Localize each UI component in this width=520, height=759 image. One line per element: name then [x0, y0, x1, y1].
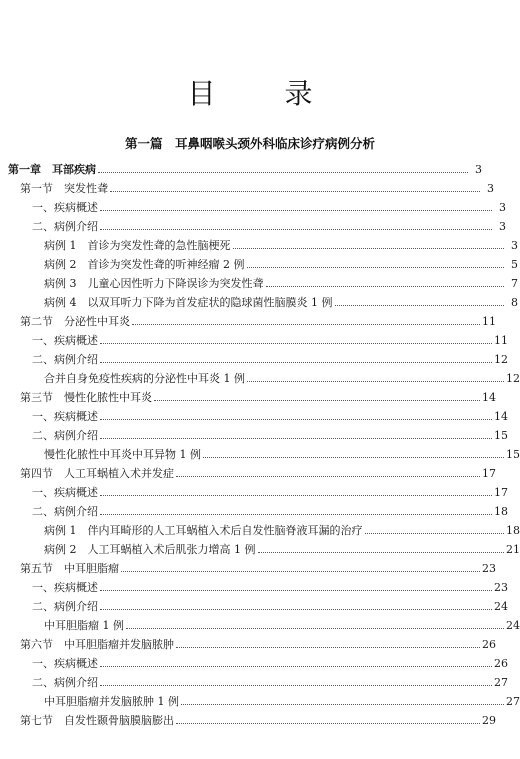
- toc-entry-case: [0, 689, 518, 708]
- toc-entry-title: 第六节 中耳胆脂瘤并发脑脓肿: [20, 638, 174, 651]
- toc-leader-dots: [110, 191, 480, 192]
- toc-entry-case: [0, 613, 518, 632]
- toc-entry-section: [0, 556, 494, 575]
- toc-entry-case: [0, 518, 518, 537]
- toc-entry-case: [0, 290, 518, 309]
- toc-entry-title: 病例 1 首诊为突发性聋的急性脑梗死: [44, 239, 231, 252]
- toc-leader-dots: [100, 343, 492, 344]
- toc-page-number: 27: [506, 695, 520, 708]
- toc-entry-section: [0, 461, 494, 480]
- toc-leader-dots: [98, 172, 468, 173]
- toc-entry-title: 第五节 中耳胆脂瘤: [20, 562, 119, 575]
- toc-leader-dots: [100, 666, 492, 667]
- toc-page-number: 17: [482, 467, 496, 480]
- toc-page-number: 12: [506, 372, 520, 385]
- toc-entry-sub: [0, 651, 506, 670]
- toc-page-number: 5: [511, 258, 518, 271]
- toc-leader-dots: [126, 628, 504, 629]
- toc-leader-dots: [100, 419, 492, 420]
- toc-leader-dots: [247, 381, 504, 382]
- toc-leader-dots: [335, 305, 505, 306]
- toc-entry-section: [0, 708, 494, 727]
- toc-page-number: 3: [511, 239, 518, 252]
- toc-page-number: 3: [499, 220, 506, 233]
- toc-entry-title: 第七节 自发性颞骨脑膜脑膨出: [20, 714, 174, 727]
- toc-entry-section: [0, 632, 494, 651]
- toc-leader-dots: [132, 324, 480, 325]
- toc-entry-title: 二、病例介绍: [32, 429, 98, 442]
- page-title: 目 录: [187, 77, 343, 110]
- toc-page-number: 7: [511, 277, 518, 290]
- toc-entry-sub: [0, 214, 506, 233]
- toc-entry-sub: [0, 670, 506, 689]
- toc-leader-dots: [100, 362, 492, 363]
- toc-leader-dots: [100, 590, 492, 591]
- toc-leader-dots: [121, 571, 480, 572]
- toc-page-number: 11: [482, 315, 496, 328]
- toc-page-number: 29: [482, 714, 496, 727]
- toc-entry-sub: [0, 404, 506, 423]
- toc-entry-case: [0, 537, 518, 556]
- toc-entry-title: 第二节 分泌性中耳炎: [20, 315, 130, 328]
- toc-entry-title: 第三节 慢性化脓性中耳炎: [20, 391, 152, 404]
- toc-entry-title: 一、疾病概述: [32, 486, 98, 499]
- toc-leader-dots: [233, 248, 505, 249]
- toc-entry-case: [0, 252, 518, 271]
- toc-entry-section: [0, 309, 494, 328]
- toc-entry-title: 第四节 人工耳蜗植入术并发症: [20, 467, 174, 480]
- toc-page-number: 11: [494, 334, 508, 347]
- toc-page-number: 23: [494, 581, 508, 594]
- toc-entry-case: [0, 271, 518, 290]
- toc-page-number: 18: [494, 505, 508, 518]
- toc-page-number: 14: [482, 391, 496, 404]
- toc-page-number: 24: [494, 600, 508, 613]
- toc-leader-dots: [258, 552, 505, 553]
- toc-entry-sub: [0, 195, 506, 214]
- toc-entry-title: 病例 1 伴内耳畸形的人工耳蜗植入术后自发性脑脊液耳漏的治疗: [44, 524, 363, 537]
- toc-entry-title: 二、病例介绍: [32, 505, 98, 518]
- toc-entry-title: 第一节 突发性聋: [20, 182, 108, 195]
- toc-entry-title: 一、疾病概述: [32, 581, 98, 594]
- toc-entry-title: 病例 2 首诊为突发性聋的听神经瘤 2 例: [44, 258, 245, 271]
- toc-entry-sub: [0, 594, 506, 613]
- toc-page-number: 3: [487, 182, 494, 195]
- toc-entry-title: 二、病例介绍: [32, 676, 98, 689]
- toc-page-number: 26: [482, 638, 496, 651]
- toc-entry-title: 一、疾病概述: [32, 201, 98, 214]
- toc-entry-sub: [0, 347, 506, 366]
- toc-page-number: 23: [482, 562, 496, 575]
- toc-entry-section: [0, 176, 494, 195]
- toc-entry-case: [0, 233, 518, 252]
- toc-entry-chapter: [0, 157, 482, 176]
- toc-entry-title: 二、病例介绍: [32, 353, 98, 366]
- toc-leader-dots: [100, 685, 492, 686]
- toc-entry-title: 二、病例介绍: [32, 600, 98, 613]
- toc-entry-title: 慢性化脓性中耳炎中耳异物 1 例: [44, 448, 201, 461]
- toc-entry-title: 中耳胆脂瘤 1 例: [44, 619, 124, 632]
- toc-leader-dots: [181, 704, 504, 705]
- toc-leader-dots: [100, 438, 492, 439]
- toc-entry-sub: [0, 328, 506, 347]
- toc-leader-dots: [100, 229, 492, 230]
- toc-entry-title: 第一章 耳部疾病: [8, 163, 96, 176]
- toc-entry-sub: [0, 480, 506, 499]
- toc-entry-title: 合并自身免疫性疾病的分泌性中耳炎 1 例: [44, 372, 245, 385]
- toc-entry-title: 一、疾病概述: [32, 334, 98, 347]
- toc-entry-section: [0, 385, 494, 404]
- toc-entry-title: 中耳胆脂瘤并发脑脓肿 1 例: [44, 695, 179, 708]
- toc-page-number: 21: [506, 543, 520, 556]
- toc-entry-title: 病例 4 以双耳听力下降为首发症状的隐球菌性脑膜炎 1 例: [44, 296, 333, 309]
- toc-entry-case: [0, 366, 518, 385]
- toc-leader-dots: [100, 609, 492, 610]
- toc-entry-title: 病例 2 人工耳蜗植入术后肌张力增高 1 例: [44, 543, 256, 556]
- toc-leader-dots: [100, 210, 492, 211]
- toc-leader-dots: [176, 476, 480, 477]
- toc-page-number: 14: [494, 410, 508, 423]
- toc-entry-sub: [0, 499, 506, 518]
- toc-entry-title: 一、疾病概述: [32, 410, 98, 423]
- toc-page-number: 3: [475, 163, 482, 176]
- toc-page-number: 27: [494, 676, 508, 689]
- toc-page-number: 15: [494, 429, 508, 442]
- toc-entry-sub: [0, 575, 506, 594]
- toc-leader-dots: [176, 723, 480, 724]
- toc-leader-dots: [266, 286, 505, 287]
- toc-leader-dots: [100, 495, 492, 496]
- toc-page-number: 26: [494, 657, 508, 670]
- toc-page-number: 24: [506, 619, 520, 632]
- toc-page-number: 8: [511, 296, 518, 309]
- toc-entry-title: 病例 3 儿童心因性听力下降误诊为突发性聋: [44, 277, 264, 290]
- toc-entry-title: 二、病例介绍: [32, 220, 98, 233]
- part-title: 第一篇 耳鼻咽喉头颈外科临床诊疗病例分析: [124, 136, 375, 151]
- toc-leader-dots: [365, 533, 505, 534]
- toc-page-number: 15: [506, 448, 520, 461]
- toc-entry-title: 一、疾病概述: [32, 657, 98, 670]
- toc-leader-dots: [203, 457, 504, 458]
- toc-page-number: 12: [494, 353, 508, 366]
- toc-leader-dots: [247, 267, 505, 268]
- toc-page-number: 18: [506, 524, 520, 537]
- toc-leader-dots: [100, 514, 492, 515]
- toc-page-number: 17: [494, 486, 508, 499]
- toc-leader-dots: [154, 400, 480, 401]
- toc-page-number: 3: [499, 201, 506, 214]
- toc-entry-case: [0, 442, 518, 461]
- toc-leader-dots: [176, 647, 480, 648]
- toc-entry-sub: [0, 423, 506, 442]
